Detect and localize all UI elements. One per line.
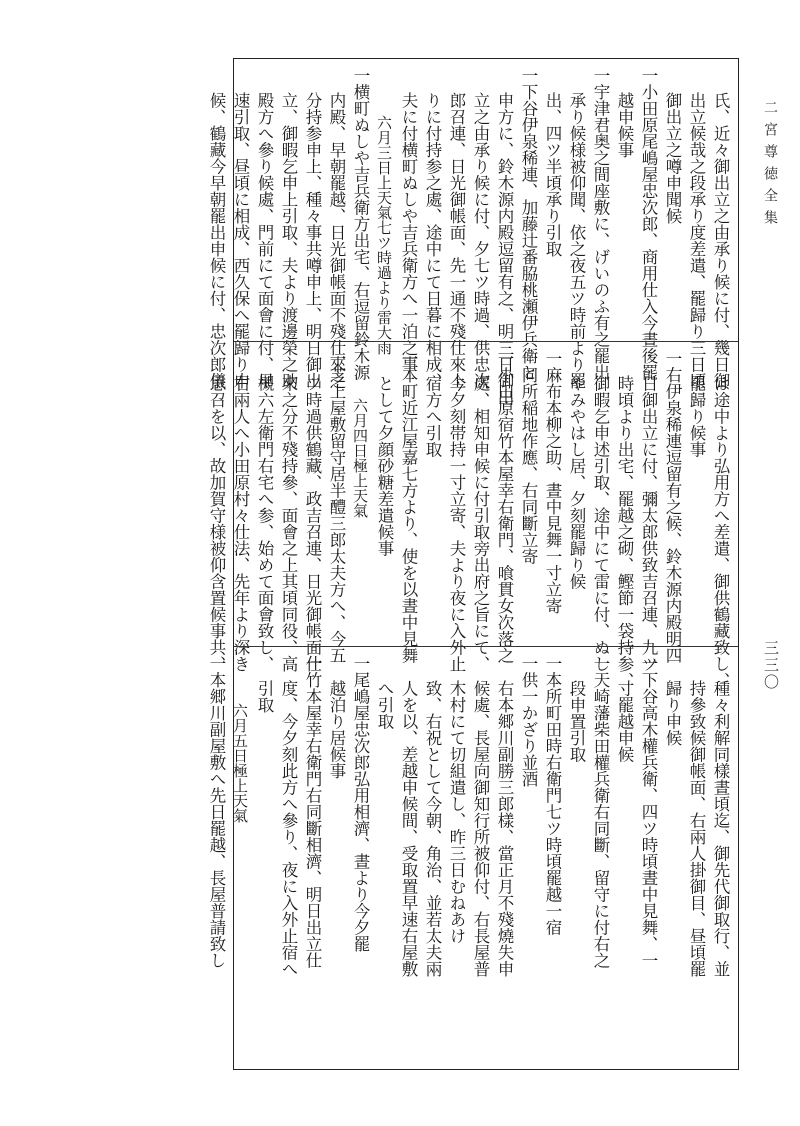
text-line: として夕顔砂糖差遣候事: [375, 374, 394, 557]
entry-line: 一同所稲地作應、右同斷立寄: [519, 350, 538, 565]
text-line: 速引取、昼頃に相成、西久保へ罷歸り申: [231, 91, 250, 389]
text-line: 立、御暇乞申上引取、夫より渡邊榮之助: [279, 91, 298, 389]
text-line: 右兩人へ小田原村々仕法、先年より深き: [231, 374, 250, 672]
entry-line: 一下谷高木權兵衛、四ツ時頃晝中見舞、一: [639, 655, 658, 969]
text-line: 越泊り居候事: [327, 679, 346, 779]
entry-line: 一供一かざり並酒: [519, 655, 538, 787]
entry-line: 一横町ぬしや吉兵衛方出宅、右逗留鈴木源: [351, 67, 370, 381]
page-number: 三三〇: [762, 640, 780, 691]
text-line: 承り候様被仰聞、依之夜五ツ時前より罷: [567, 91, 586, 389]
entry-line: 一天崎藩柴田權兵衛右同斷、留守に付右之: [591, 655, 610, 969]
text-line: 引取: [255, 679, 274, 713]
text-line: 候處、長屋向御知行所被仰付、右長屋普: [471, 679, 490, 977]
date-heading: 六月三日上天氣七ツ時過より雷大雨: [375, 115, 393, 355]
text-line: 種々利解同樣晝頃迄、御先代御取行、並: [711, 679, 730, 977]
date-heading: 六月五日極上天氣: [231, 703, 249, 823]
text-line: やみやはし居、夕刻罷歸り候: [567, 374, 586, 590]
text-line: 殿方へ參り候處、門前にて面會に付、早: [255, 91, 274, 389]
text-line: 歸り申候: [663, 679, 682, 746]
entry-line: 一宇津君奥之間座敷に、げいのふ有之罷出: [591, 67, 610, 381]
text-line: りに付持参之處、途中にて日暮に相成、: [423, 91, 442, 389]
text-line: 致、右祝として今朝、角治、並若太夫兩: [423, 679, 442, 977]
entry-line: 一小田原宿竹本屋幸右衛門、喰貫女次落之: [495, 350, 514, 664]
entry-line: 一小田原尾嶋屋忠次郎、商用仕入今晝後罷: [639, 67, 658, 381]
text-line: 處、相知申候に付引取旁出府之旨にて、: [471, 374, 490, 672]
entry-line: 一尾嶋屋忠次郎弘用相濟、晝より今夕罷: [351, 655, 370, 952]
text-line: は途中より弘用方へ差遣、御供鶴藏致し、: [711, 374, 730, 689]
text-line: 罷歸り候事: [687, 374, 706, 458]
text-line: 出立候哉之段承り度差遣、罷歸り三日頃: [687, 91, 706, 389]
text-line: 内殿、早朝罷越、日光御帳面不殘仕來之: [327, 91, 346, 389]
text-line: 來之分不殘持參、面會之上其頃同役、高: [279, 374, 298, 672]
text-line: 段申置引取: [567, 679, 586, 763]
entry-line: 一下谷伊泉稀連、加藤辻番脇桃瀬伊兵衛と: [519, 67, 538, 381]
text-line: 出、四ツ半頃承り引取: [543, 91, 562, 257]
entry-line: 一本町近江屋嘉七方より、使を以晝中見舞: [399, 350, 418, 664]
entry-line: 一麻布本柳之助、晝中見舞一寸立寄: [543, 350, 562, 614]
text-line: 越申候事: [615, 91, 634, 158]
text-line: 持參致候御帳面、右兩人掛御目、昼頃罷: [687, 679, 706, 977]
text-line: 郎召連、日光御帳面、先一通不殘仕來上: [447, 91, 466, 389]
entry-line: 一本所町田時右衛門七ツ時頃罷越一宿: [543, 655, 562, 936]
text-line: 氏、近々御出立之由承り候に付、幾日御: [711, 91, 730, 389]
text-line: 夫に付横町ぬしや吉兵衛方へ一泊之事: [399, 91, 418, 373]
date-heading: 六月四日極上天氣: [351, 398, 369, 518]
text-line: 分持参申上、種々事共噂申上、明日御出: [303, 91, 322, 389]
text-line: 度、今夕刻此方へ參り、夜に入外止宿へ: [279, 679, 298, 977]
text-line: 時頃より出宅、罷越之砌、鰹節一袋持参、: [615, 374, 634, 689]
text-line: 今夕刻帯持一寸立寄、夫より夜に入外止: [447, 374, 466, 672]
text-line: 右本郷川副勝三郎樣、當正月不殘燒失申: [495, 679, 514, 977]
text-frame: [207, 58, 739, 1070]
text-line: 日御出立に付、彌太郎供致吉召連、九ツ: [639, 374, 658, 672]
running-title: 二宮尊徳全集: [762, 100, 778, 232]
entry-line: 一竹本屋幸右衛門右同斷相濟、明日出立仕: [303, 655, 322, 969]
entry-line: 一本郷川副屋敷へ先日罷越、長屋普請致し: [207, 655, 226, 969]
text-line: へ引取: [375, 679, 394, 730]
text-line: 候、鶴藏今早朝罷出申候に付、忠次郎儀: [207, 91, 226, 389]
text-line: 宿方へ引取: [423, 374, 442, 458]
text-line: 立之由承り候に付、夕七ツ時過、供忠次: [471, 91, 490, 389]
text-line: ツ時過供鶴藏、政吉召連、日光御帳面仕: [303, 374, 322, 672]
text-line: 寸罷越申候: [615, 679, 634, 763]
text-line: 木村にて切組遣し、昨三日むねあけ: [447, 679, 466, 944]
upper-tier: [207, 59, 738, 406]
text-line: 槻六左衛門右宅へ参、始めて面會致し、: [255, 374, 274, 672]
text-line: 思召を以、故加賀守様被仰含置候事共、: [207, 374, 226, 672]
entry-line: 一右伊泉稀連逗留有之候、鈴木源内殿明四: [663, 350, 682, 664]
entry-line: 一芝上屋敷留守居半醴三郎太夫方へ、今五: [327, 350, 346, 664]
middle-tier: [207, 341, 738, 689]
text-line: 人を以、差越申候間、受取置早速右屋敷: [399, 679, 418, 977]
lower-tier: [207, 646, 738, 1071]
text-line: 御暇乞申述引取、途中にて雷に付、ぬし: [591, 374, 610, 672]
text-line: 御出立之噂申聞候: [663, 91, 682, 224]
text-line: 申方に、鈴木源内殿逗留有之、明三日御出: [495, 91, 514, 406]
